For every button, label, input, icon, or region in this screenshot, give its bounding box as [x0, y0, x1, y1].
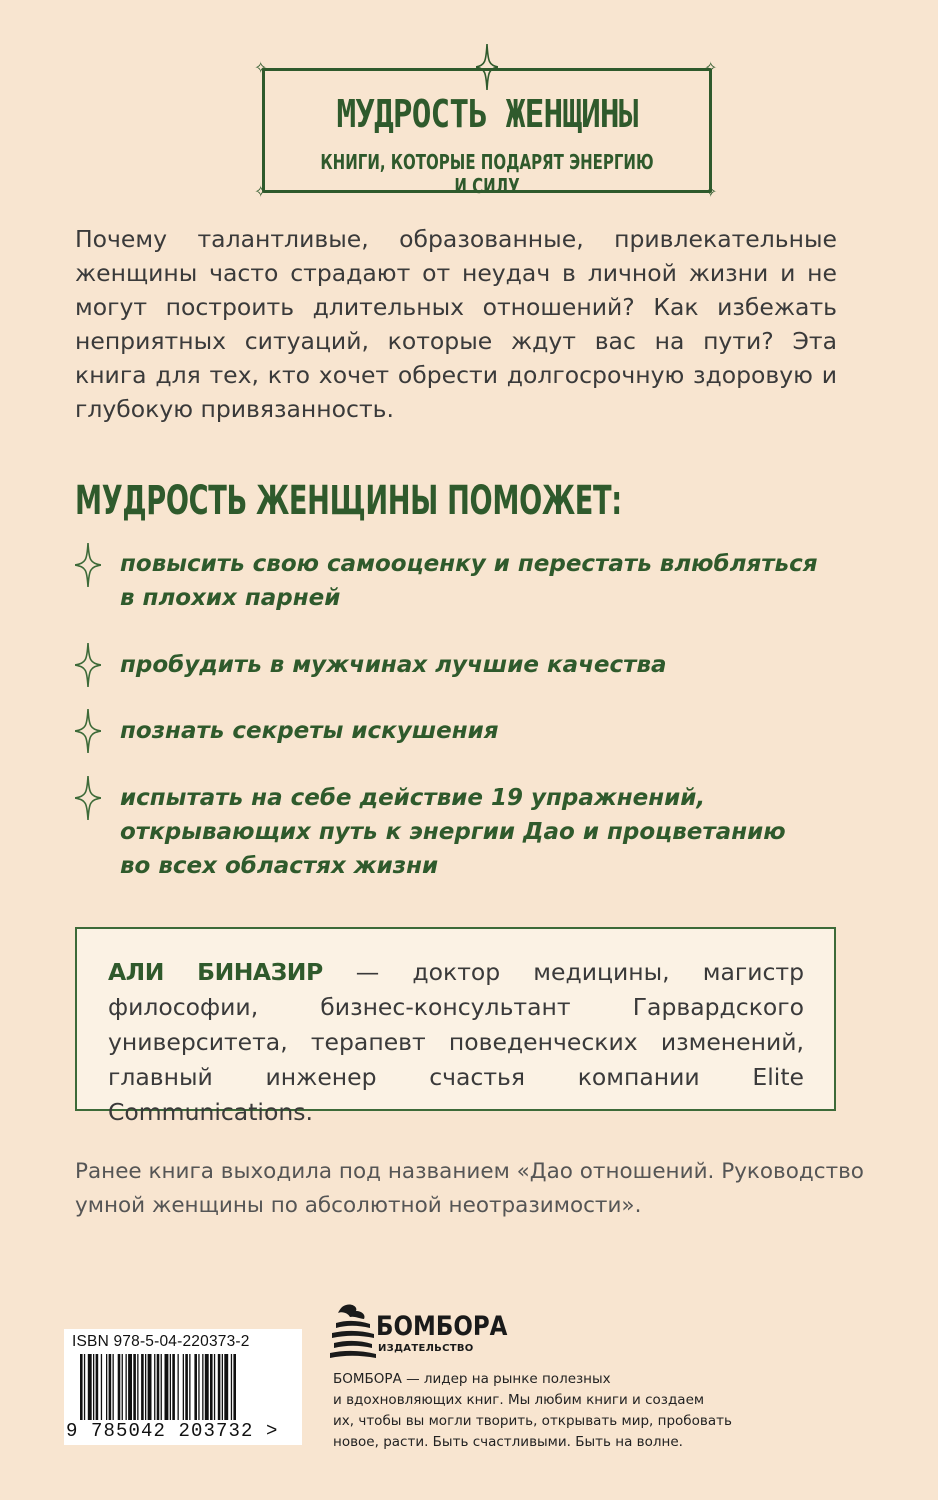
- benefit-item: пробудить в мужчинах лучшие качества: [120, 652, 667, 678]
- benefit-item: познать секреты искушения: [120, 718, 499, 744]
- benefit-item: испытать на себе действие 19 упражнений, открывающих путь к энергии Дао и процветанию во всех областях жизни: [120, 785, 786, 879]
- publisher-description: БОМБОРА — лидер на рынке полезных и вдохновляющих книг. Мы любим книги и создаем их, чтобы вы могли творить, открывать мир, пробовать новое, расти. Быть счастливыми. Быть на волне.: [333, 1371, 732, 1450]
- series-title: МУДРОСТЬ ЖЕНЩИНЫ: [336, 92, 638, 136]
- ean-digits: 9 785042 203732 >: [66, 1420, 279, 1442]
- author-description: — доктор медицины, магистр философии, бизнес-консультант Гарвардского университета, терапевт поведенческих изменений, главный инженер счастья компании Elite Communications.: [108, 958, 805, 1126]
- publisher-name: БОМБОРА: [376, 1311, 508, 1342]
- publisher-subtitle: ИЗДАТЕЛЬСТВО: [378, 1343, 474, 1354]
- author-name: АЛИ БИНАЗИР: [108, 958, 323, 986]
- sparkle-bullet-icon: [75, 709, 101, 753]
- intro-paragraph: Почему талантливые, образованные, привлекательные женщины часто страдают от неудач в личной жизни и не могут построить длительных отношений? Как избежать неприятных ситуаций, которые ждут вас на пути? Эта книга для тех, кто хочет обрести долгосрочную здоровую и глубокую привязанность.: [75, 225, 837, 423]
- sparkle-bullet-icon: [75, 543, 101, 587]
- barcode-icon: [80, 1354, 285, 1420]
- benefit-item: повысить свою самооценку и перестать влюбляться в плохих парней: [120, 551, 818, 611]
- sparkle-bullet-icon: [75, 776, 101, 820]
- isbn-label: ISBN 978-5-04-220373-2: [72, 1333, 250, 1350]
- corner-sparkle-icon: ✧: [704, 182, 718, 201]
- sparkle-bullet-icon: [75, 643, 101, 687]
- author-bio: [108, 955, 804, 1130]
- previous-title-note: Ранее книга выходила под названием «Дао отношений. Руководство умной женщины по абсолютной неотразимости».: [75, 1159, 864, 1218]
- corner-sparkle-icon: ✧: [254, 182, 268, 201]
- corner-sparkle-icon: ✧: [254, 58, 268, 77]
- helps-heading: МУДРОСТЬ ЖЕНЩИНЫ ПОМОЖЕТ:: [75, 478, 622, 524]
- series-subtitle: КНИГИ, КОТОРЫЕ ПОДАРЯТ ЭНЕРГИЮ И СИЛУ: [320, 150, 654, 198]
- corner-sparkle-icon: ✧: [704, 58, 718, 77]
- bombora-logo-icon: [328, 1303, 376, 1359]
